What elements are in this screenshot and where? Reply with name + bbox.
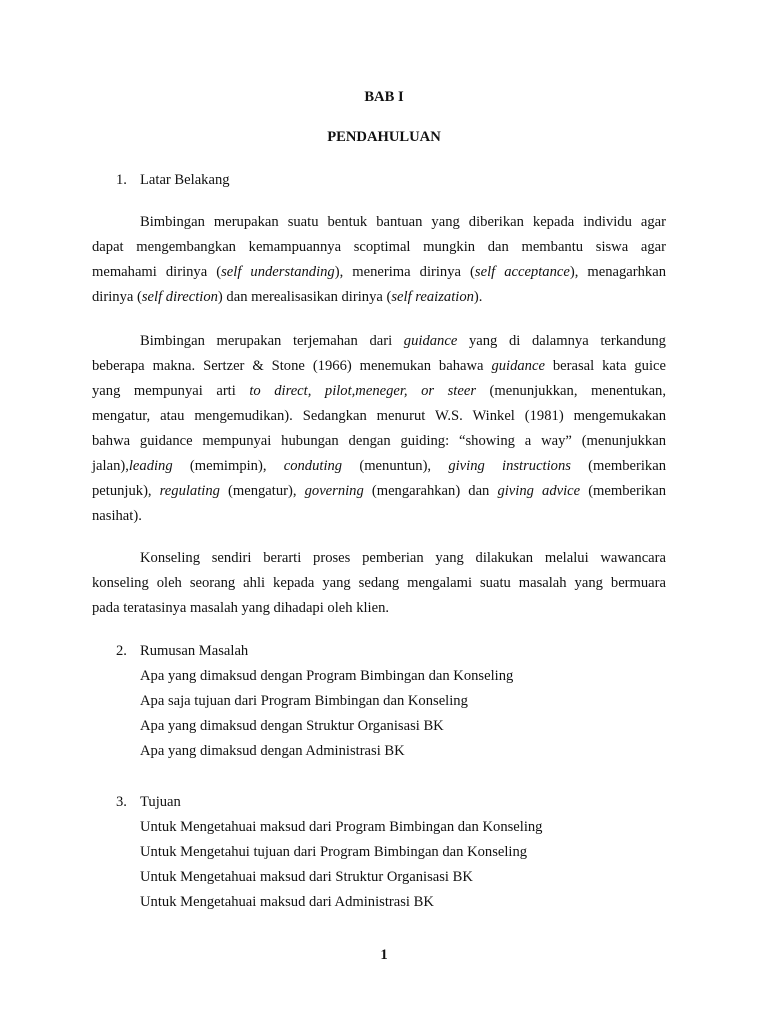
text-line: pada teratasinya masalah yang dihadapi oleh klien.: [92, 600, 390, 616]
text-line: mengatur, atau mengemudikan). Sedangkan menurut W.S. Winkel (1981) mengemukakan: [92, 408, 666, 424]
section-heading-latar-belakang: [116, 168, 230, 193]
section-heading-rumusan-masalah: [116, 639, 248, 664]
list-item: Apa yang dimaksud dengan Administrasi BK: [140, 743, 405, 759]
list-item: Untuk Mengetahuai maksud dari Administrasi BK: [140, 894, 434, 910]
section-number: 3.: [116, 794, 127, 810]
text-line: Bimbingan merupakan suatu bentuk bantuan yang diberikan kepada individu agar: [140, 214, 666, 230]
tujuan-list: [140, 815, 542, 915]
chapter-label: BAB I: [364, 89, 404, 105]
text-line: Bimbingan merupakan terjemahan dari guidance yang di dalamnya terkandung: [140, 333, 666, 349]
paragraph-guidance: [92, 329, 666, 529]
list-item: Untuk Mengetahuai maksud dari Program Bimbingan dan Konseling: [140, 819, 543, 835]
page-number: 1: [380, 947, 388, 963]
text-line: memahami dirinya (self understanding), menerima dirinya (self acceptance), menagarhkan: [92, 264, 666, 280]
paragraph-konseling: [92, 546, 666, 621]
list-item: Untuk Mengetahui tujuan dari Program Bimbingan dan Konseling: [140, 844, 528, 860]
list-item: Apa saja tujuan dari Program Bimbingan dan Konseling: [140, 693, 468, 709]
list-item: Apa yang dimaksud dengan Struktur Organisasi BK: [140, 718, 444, 734]
text-line: bahwa guidance mempunyai hubungan dengan guiding: “showing a way” (menunjukkan: [92, 433, 666, 449]
text-line: yang mempunyai arti to direct, pilot,meneger, or steer (menunjukkan, menentukan,: [92, 383, 666, 399]
text-line: dapat mengembangkan kemampuannya scoptimal mungkin dan membantu siswa agar: [92, 239, 666, 255]
text-line: jalan),leading (memimpin), conduting (menuntun), giving instructions (memberikan: [92, 458, 666, 474]
text-line: beberapa makna. Sertzer & Stone (1966) menemukan bahawa guidance berasal kata guice: [92, 358, 666, 374]
section-title: Tujuan: [140, 794, 181, 810]
section-number: 1.: [116, 172, 127, 188]
section-title: Rumusan Masalah: [140, 643, 249, 659]
paragraph-bimbingan-definisi: [92, 210, 666, 310]
section-number: 2.: [116, 643, 127, 659]
list-item: Untuk Mengetahuai maksud dari Struktur Organisasi BK: [140, 869, 473, 885]
section-heading-tujuan: [116, 790, 181, 815]
text-line: konseling oleh seorang ahli kepada yang sedang mengalami suatu masalah yang bermuara: [92, 575, 666, 591]
section-title: Latar Belakang: [140, 172, 230, 188]
text-line: petunjuk), regulating (mengatur), governing (mengarahkan) dan giving advice (memberikan: [92, 483, 666, 499]
text-line: dirinya (self direction) dan merealisasikan dirinya (self reaization).: [92, 289, 483, 305]
text-line: Konseling sendiri berarti proses pemberian yang dilakukan melalui wawancara: [140, 550, 666, 566]
text-line: nasihat).: [92, 508, 142, 524]
rumusan-masalah-list: [140, 664, 513, 764]
list-item: Apa yang dimaksud dengan Program Bimbingan dan Konseling: [140, 668, 514, 684]
chapter-title: PENDAHULUAN: [327, 129, 441, 145]
